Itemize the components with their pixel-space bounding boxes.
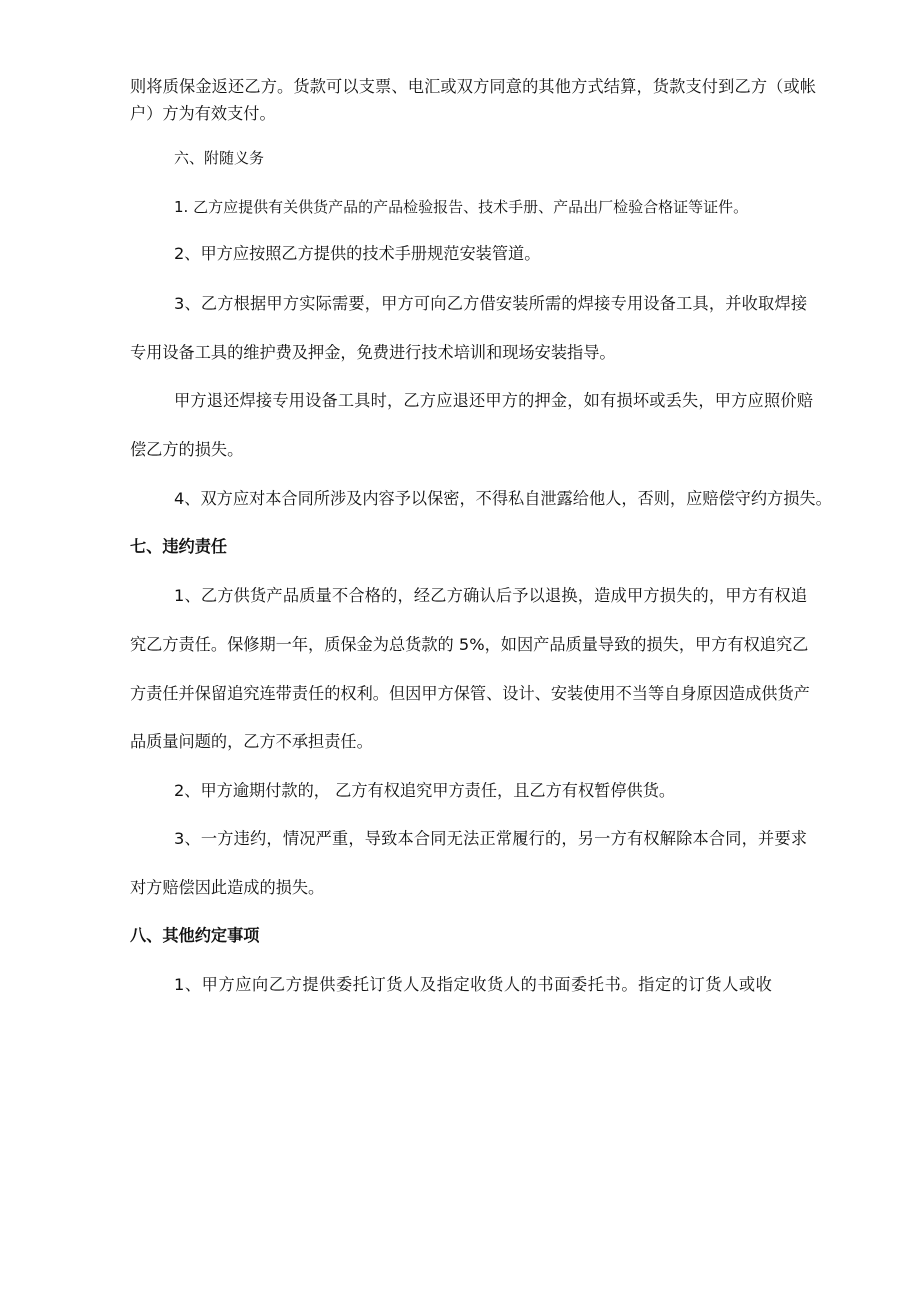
- paragraph-line: 2、甲方逾期付款的， 乙方有权追究甲方责任，且乙方有权暂停供货。: [174, 781, 676, 800]
- paragraph-line: 品质量问题的，乙方不承担责任。: [130, 732, 373, 751]
- paragraph-line: 则将质保金返还乙方。货款可以支票、电汇或双方同意的其他方式结算，货款支付到乙方（或帐: [130, 77, 817, 96]
- paragraph-line: 2、甲方应按照乙方提供的技术手册规范安装管道。: [174, 244, 541, 263]
- section-heading-7: 七、违约责任: [130, 537, 228, 556]
- section-heading-6: 六、附随义务: [174, 149, 265, 167]
- paragraph-line: 1、甲方应向乙方提供委托订货人及指定收货人的书面委托书。指定的订货人或收: [174, 975, 773, 994]
- paragraph-line: 偿乙方的损失。: [130, 440, 244, 459]
- paragraph-line: 3、乙方根据甲方实际需要，甲方可向乙方借安装所需的焊接专用设备工具，并收取焊接: [174, 294, 808, 313]
- paragraph-line: 3、一方违约，情况严重，导致本合同无法正常履行的，另一方有权解除本合同，并要求: [174, 829, 808, 848]
- paragraph-line: 专用设备工具的维护费及押金，免费进行技术培训和现场安装指导。: [130, 343, 616, 362]
- paragraph-line: 户）方为有效支付。: [130, 104, 276, 123]
- paragraph-line: 1、乙方供货产品质量不合格的，经乙方确认后予以退换，造成甲方损失的，甲方有权追: [174, 586, 808, 605]
- paragraph-line: 对方赔偿因此造成的损失。: [130, 878, 325, 897]
- paragraph-line: 方责任并保留追究连带责任的权利。但因甲方保管、设计、安装使用不当等自身原因造成供货产: [130, 684, 810, 703]
- paragraph-line: 甲方退还焊接专用设备工具时，乙方应退还甲方的押金，如有损坏或丢失，甲方应照价赔: [174, 391, 814, 410]
- paragraph-line: 究乙方责任。保修期一年，质保金为总货款的 5%，如因产品质量导致的损失，甲方有权追究乙: [130, 635, 809, 654]
- section-heading-8: 八、其他约定事项: [130, 926, 260, 945]
- paragraph-line: 4、双方应对本合同所涉及内容予以保密，不得私自泄露给他人，否则，应赔偿守约方损失。: [174, 489, 832, 508]
- paragraph-line: 1. 乙方应提供有关供货产品的产品检验报告、技术手册、产品出厂检验合格证等证件。: [174, 198, 749, 216]
